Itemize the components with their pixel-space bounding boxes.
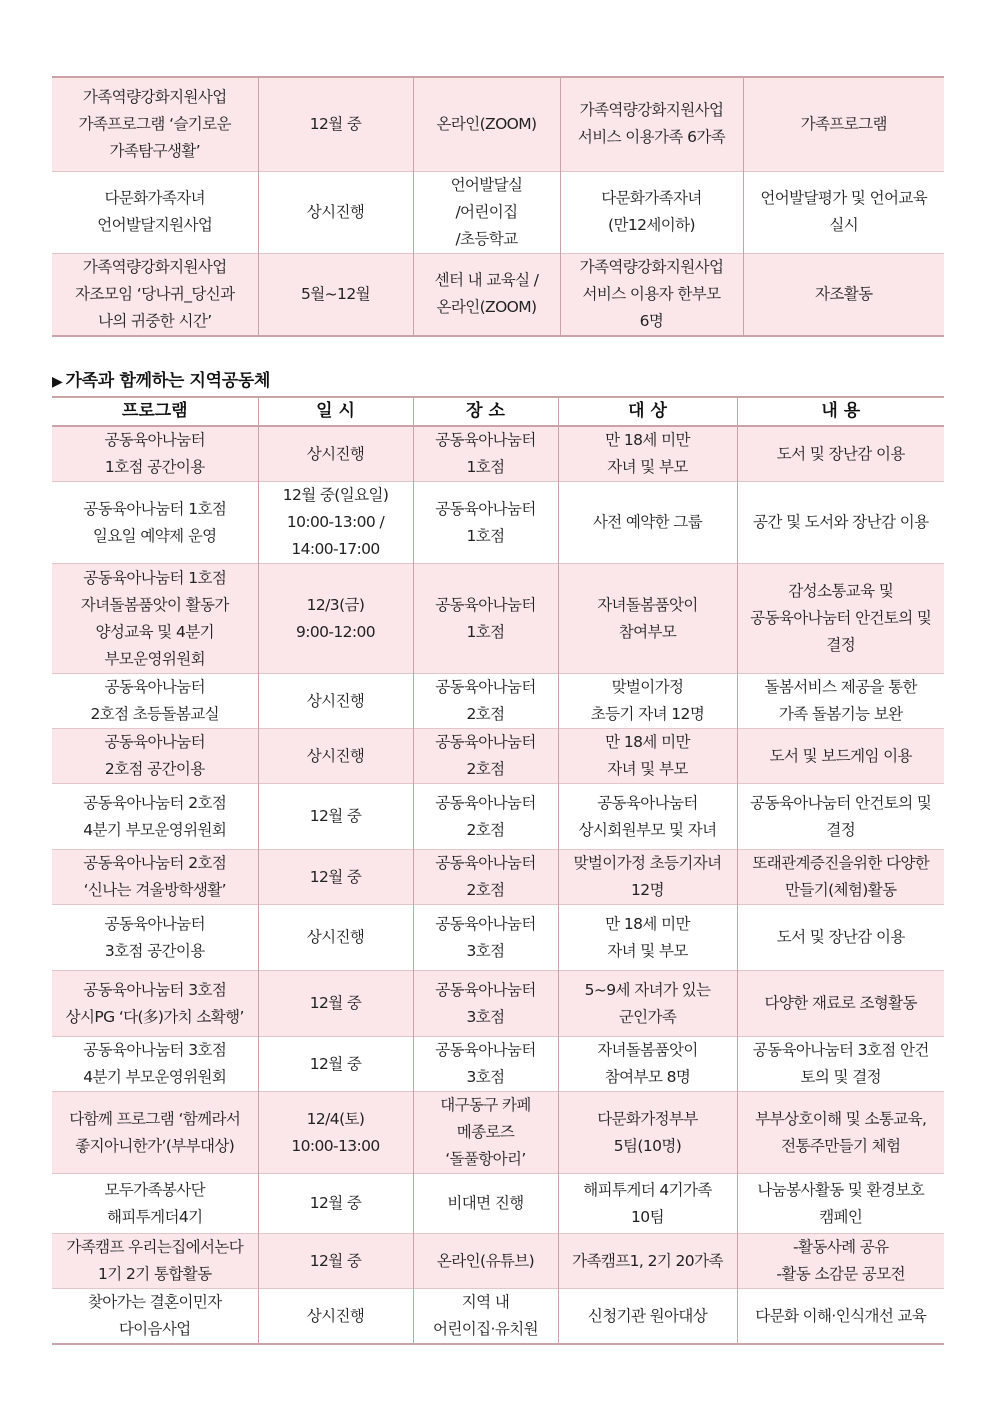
program-cell: 공동육아나눔터 2호점 4분기 부모운영위원회 <box>52 784 258 850</box>
target-cell: 만 18세 미만 자녀 및 부모 <box>558 426 737 482</box>
place-cell: 지역 내 어린이집·유치원 <box>413 1289 558 1345</box>
place-cell: 공동육아나눔터 1호점 <box>413 426 558 482</box>
place-cell: 공동육아나눔터 3호점 <box>413 1037 558 1092</box>
content-cell: 도서 및 보드게임 이용 <box>737 729 944 784</box>
content-cell: 공동육아나눔터 안건토의 및 결정 <box>737 784 944 850</box>
program-cell: 공동육아나눔터 3호점 상시PG ‘다(多)가치 소확행’ <box>52 971 258 1037</box>
place-cell: 공동육아나눔터 3호점 <box>413 971 558 1037</box>
place-cell: 공동육아나눔터 2호점 <box>413 784 558 850</box>
table-row <box>52 674 944 729</box>
content-cell: 나눔봉사활동 및 환경보호 캠페인 <box>737 1174 944 1234</box>
program-cell: 공동육아나눔터 3호점 공간이용 <box>52 905 258 971</box>
content-cell: 다문화 이해·인식개선 교육 <box>737 1289 944 1345</box>
target-cell: 자녀돌봄품앗이 참여부모 <box>558 564 737 674</box>
target-cell: 만 18세 미만 자녀 및 부모 <box>558 729 737 784</box>
header-content: 내 용 <box>737 397 944 426</box>
table-row <box>52 784 944 850</box>
content-cell: 또래관계증진을위한 다양한 만들기(체험)활동 <box>737 850 944 905</box>
place-cell: 비대면 진행 <box>413 1174 558 1234</box>
place-cell: 공동육아나눔터 3호점 <box>413 905 558 971</box>
content-cell: 돌봄서비스 제공을 통한 가족 돌봄기능 보완 <box>737 674 944 729</box>
header-target: 대 상 <box>558 397 737 426</box>
program-table-continued <box>52 76 944 337</box>
date-cell: 12월 중 <box>258 850 413 905</box>
program-cell: 공동육아나눔터 1호점 일요일 예약제 운영 <box>52 482 258 564</box>
target-cell: 맞벌이가정 초등기자녀 12명 <box>558 850 737 905</box>
header-date: 일 시 <box>258 397 413 426</box>
table-row <box>52 482 944 564</box>
target-cell: 다문화가정부부 5팀(10명) <box>558 1092 737 1174</box>
date-cell: 12/4(토) 10:00-13:00 <box>258 1092 413 1174</box>
table-row <box>52 850 944 905</box>
program-cell: 다문화가족자녀 언어발달지원사업 <box>52 171 258 253</box>
table-row <box>52 905 944 971</box>
target-cell: 5~9세 자녀가 있는 군인가족 <box>558 971 737 1037</box>
date-cell: 12월 중 <box>258 1234 413 1289</box>
target-cell: 맞벌이가정 초등기 자녀 12명 <box>558 674 737 729</box>
target-cell: 해피투게더 4기가족 10팀 <box>558 1174 737 1234</box>
date-cell: 상시진행 <box>258 426 413 482</box>
target-cell: 만 18세 미만 자녀 및 부모 <box>558 905 737 971</box>
date-cell: 상시진행 <box>258 729 413 784</box>
program-cell: 찾아가는 결혼이민자 다이음사업 <box>52 1289 258 1345</box>
program-cell: 가족캠프 우리는집에서논다 1기 2기 통합활동 <box>52 1234 258 1289</box>
content-cell: 언어발달평가 및 언어교육 실시 <box>743 171 944 253</box>
program-cell: 다함께 프로그램 ‘함께라서 좋지아니한가’(부부대상) <box>52 1092 258 1174</box>
date-cell: 12월 중 <box>258 971 413 1037</box>
program-cell: 공동육아나눔터 2호점 공간이용 <box>52 729 258 784</box>
place-cell: 공동육아나눔터 1호점 <box>413 564 558 674</box>
section-title-text: 가족과 함께하는 지역공동체 <box>65 371 271 391</box>
program-cell: 공동육아나눔터 2호점 ‘신나는 겨울방학생활’ <box>52 850 258 905</box>
table-row <box>52 253 944 336</box>
table-row <box>52 1234 944 1289</box>
target-cell: 신청기관 원아대상 <box>558 1289 737 1345</box>
table-row <box>52 426 944 482</box>
table-row <box>52 1037 944 1092</box>
header-program: 프로그램 <box>52 397 258 426</box>
content-cell: -활동사례 공유 -활동 소감문 공모전 <box>737 1234 944 1289</box>
date-cell: 12월 중 <box>258 1174 413 1234</box>
place-cell: 공동육아나눔터 2호점 <box>413 729 558 784</box>
place-cell: 언어발달실 /어린이집 /초등학교 <box>413 171 560 253</box>
date-cell: 12/3(금) 9:00-12:00 <box>258 564 413 674</box>
target-cell: 자녀돌봄품앗이 참여부모 8명 <box>558 1037 737 1092</box>
header-place: 장 소 <box>413 397 558 426</box>
target-cell: 가족캠프1, 2기 20가족 <box>558 1234 737 1289</box>
program-cell: 가족역량강화지원사업 가족프로그램 ‘슬기로운 가족탐구생활’ <box>52 77 258 171</box>
place-cell: 공동육아나눔터 2호점 <box>413 674 558 729</box>
program-cell: 공동육아나눔터 3호점 4분기 부모운영위원회 <box>52 1037 258 1092</box>
community-program-table <box>52 396 944 1345</box>
content-cell: 도서 및 장난감 이용 <box>737 905 944 971</box>
date-cell: 상시진행 <box>258 171 413 253</box>
triangle-bullet-icon: ▶ <box>52 374 63 390</box>
program-cell: 공동육아나눔터 2호점 초등돌봄교실 <box>52 674 258 729</box>
table-row <box>52 729 944 784</box>
place-cell: 센터 내 교육실 / 온라인(ZOOM) <box>413 253 560 336</box>
target-cell: 공동육아나눔터 상시회원부모 및 자녀 <box>558 784 737 850</box>
date-cell: 상시진행 <box>258 905 413 971</box>
content-cell: 공동육아나눔터 3호점 안건 토의 및 결정 <box>737 1037 944 1092</box>
content-cell: 부부상호이해 및 소통교육, 전통주만들기 체험 <box>737 1092 944 1174</box>
place-cell: 대구동구 카페 메종로즈 ‘돌풀항아리’ <box>413 1092 558 1174</box>
date-cell: 12월 중(일요일) 10:00-13:00 / 14:00-17:00 <box>258 482 413 564</box>
date-cell: 12월 중 <box>258 1037 413 1092</box>
section-title <box>52 366 270 391</box>
program-cell: 가족역량강화지원사업 자조모임 ‘당나귀_당신과 나의 귀중한 시간’ <box>52 253 258 336</box>
program-cell: 모두가족봉사단 해피투게더4기 <box>52 1174 258 1234</box>
program-cell: 공동육아나눔터 1호점 자녀돌봄품앗이 활동가 양성교육 및 4분기 부모운영위원회 <box>52 564 258 674</box>
table-row <box>52 564 944 674</box>
table-row <box>52 77 944 171</box>
content-cell: 공간 및 도서와 장난감 이용 <box>737 482 944 564</box>
content-cell: 가족프로그램 <box>743 77 944 171</box>
date-cell: 12월 중 <box>258 77 413 171</box>
target-cell: 사전 예약한 그룹 <box>558 482 737 564</box>
table-row <box>52 1092 944 1174</box>
target-cell: 가족역량강화지원사업 서비스 이용가족 6가족 <box>560 77 743 171</box>
target-cell: 가족역량강화지원사업 서비스 이용자 한부모 6명 <box>560 253 743 336</box>
table-row <box>52 1289 944 1345</box>
content-cell: 감성소통교육 및 공동육아나눔터 안건토의 및 결정 <box>737 564 944 674</box>
place-cell: 온라인(ZOOM) <box>413 77 560 171</box>
table-row <box>52 171 944 253</box>
place-cell: 공동육아나눔터 2호점 <box>413 850 558 905</box>
place-cell: 온라인(유튜브) <box>413 1234 558 1289</box>
content-cell: 도서 및 장난감 이용 <box>737 426 944 482</box>
date-cell: 5월~12월 <box>258 253 413 336</box>
date-cell: 상시진행 <box>258 1289 413 1345</box>
program-cell: 공동육아나눔터 1호점 공간이용 <box>52 426 258 482</box>
content-cell: 다양한 재료로 조형활동 <box>737 971 944 1037</box>
table-header-row <box>52 397 944 426</box>
content-cell: 자조활동 <box>743 253 944 336</box>
table-row <box>52 1174 944 1234</box>
place-cell: 공동육아나눔터 1호점 <box>413 482 558 564</box>
date-cell: 상시진행 <box>258 674 413 729</box>
target-cell: 다문화가족자녀 (만12세이하) <box>560 171 743 253</box>
date-cell: 12월 중 <box>258 784 413 850</box>
table-row <box>52 971 944 1037</box>
